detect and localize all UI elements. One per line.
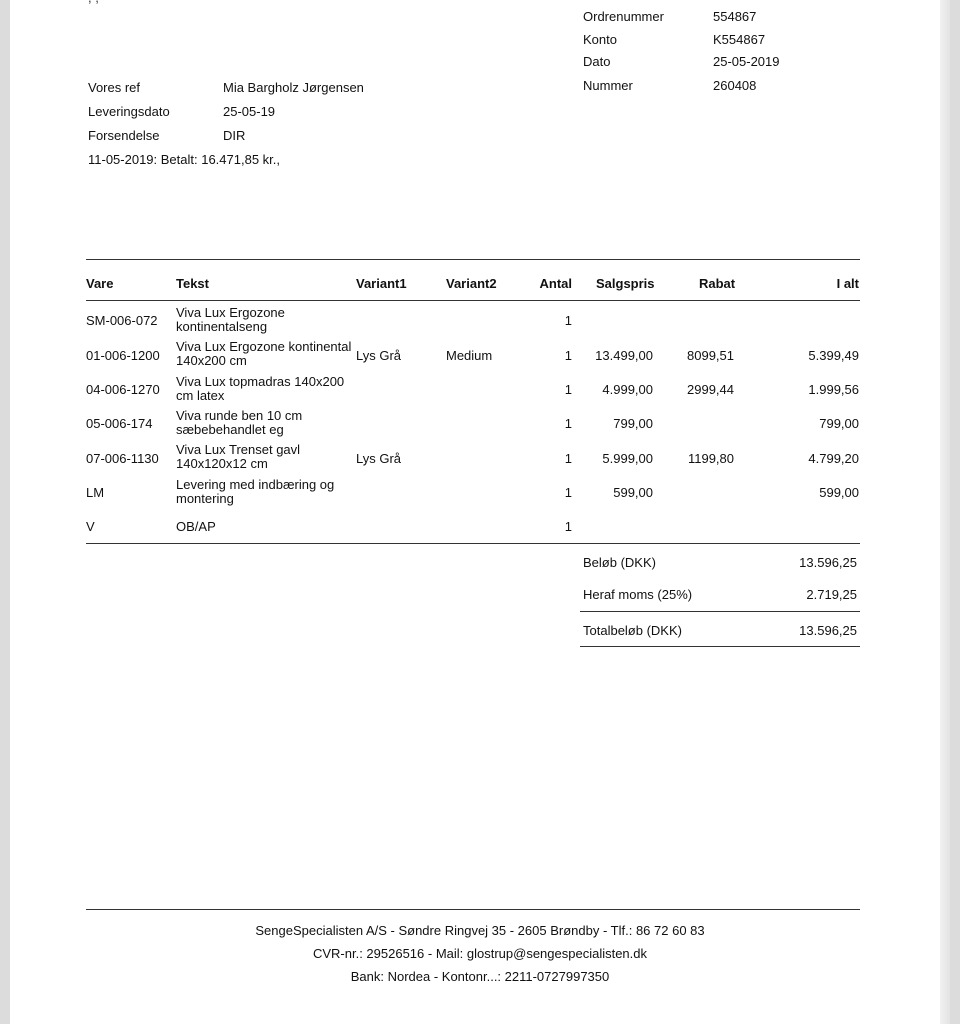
cell-tekst — [176, 375, 344, 403]
cell-tekst-line1: Viva Lux Ergozone kontinental — [176, 339, 352, 354]
col-header-rabat: Rabat — [699, 276, 736, 291]
cell-tekst-line1: Viva Lux Trenset gavl — [176, 442, 301, 457]
cell-antal: 1 — [564, 519, 572, 534]
page-edge-shadow — [940, 0, 950, 1024]
number-value: 260408 — [713, 78, 757, 93]
cell-salgspris: 4.999,00 — [602, 382, 653, 397]
col-header-ialt: I alt — [836, 276, 859, 291]
cell-tekst-line2: 140x200 cm — [176, 353, 247, 368]
footer-company-line: SengeSpecialisten A/S - Søndre Ringvej 35 - 2605 Brøndby - Tlf.: 86 72 60 83 — [255, 923, 705, 938]
delivery-date-label: Leveringsdato — [88, 104, 170, 119]
footer-bank-line: Bank: Nordea - Kontonr...: 2211-0727997350 — [350, 969, 610, 984]
cell-tekst-line1: Viva Lux Ergozone — [176, 305, 285, 320]
amount-value: 13.596,25 — [799, 555, 857, 570]
account-value: K554867 — [713, 32, 766, 47]
col-header-antal: Antal — [539, 276, 572, 291]
cell-antal: 1 — [564, 348, 572, 363]
cell-rabat: 8099,51 — [687, 348, 734, 363]
cell-ialt: 4.799,20 — [808, 451, 859, 466]
order-number-value: 554867 — [713, 9, 757, 24]
cell-tekst — [176, 306, 285, 334]
footer-rule — [86, 909, 860, 910]
col-header-tekst: Tekst — [176, 276, 209, 291]
totals-top-rule — [580, 611, 860, 612]
cell-tekst — [176, 443, 300, 471]
cell-antal: 1 — [564, 382, 572, 397]
table-top-rule — [86, 259, 860, 260]
cell-salgspris: 5.999,00 — [602, 451, 653, 466]
total-label: Totalbeløb (DKK) — [583, 623, 682, 638]
account-label: Konto — [583, 32, 617, 47]
cell-tekst-line2: kontinentalseng — [176, 319, 268, 334]
cell-variant1: Lys Grå — [356, 348, 402, 363]
cell-antal: 1 — [564, 416, 572, 431]
amount-label: Beløb (DKK) — [583, 555, 656, 570]
number-label: Nummer — [583, 78, 633, 93]
cell-vare: 05-006-174 — [86, 416, 153, 431]
cell-salgspris: 599,00 — [613, 485, 653, 500]
cell-vare: 04-006-1270 — [86, 382, 160, 397]
cell-vare: 01-006-1200 — [86, 348, 160, 363]
cell-ialt: 1.999,56 — [808, 382, 859, 397]
shipping-label: Forsendelse — [88, 128, 160, 143]
cell-salgspris: 799,00 — [613, 416, 653, 431]
cell-vare: V — [86, 519, 95, 534]
cell-antal: 1 — [564, 485, 572, 500]
col-header-salgspris: Salgspris — [596, 276, 655, 291]
cell-ialt: 799,00 — [819, 416, 859, 431]
col-header-variant1: Variant1 — [356, 276, 407, 291]
cell-variant1: Lys Grå — [356, 451, 402, 466]
date-value: 25-05-2019 — [713, 54, 780, 69]
cell-tekst-line2: sæbebehandlet eg — [176, 422, 284, 437]
cell-tekst-line1: Viva runde ben 10 cm — [176, 408, 303, 423]
vat-value: 2.719,25 — [806, 587, 857, 602]
cell-vare: SM-006-072 — [86, 313, 158, 328]
total-value: 13.596,25 — [799, 623, 857, 638]
cell-tekst-line2: 140x120x12 cm — [176, 456, 268, 471]
cell-ialt: 5.399,49 — [808, 348, 859, 363]
cell-vare: LM — [86, 485, 105, 500]
cell-rabat: 2999,44 — [687, 382, 734, 397]
col-header-variant2: Variant2 — [446, 276, 497, 291]
cell-variant2: Medium — [446, 348, 493, 363]
footer-contact-line: CVR-nr.: 29526516 - Mail: glostrup@sengespecialisten.dk — [312, 946, 648, 961]
order-number-label: Ordrenummer — [583, 9, 664, 24]
cell-tekst — [176, 340, 351, 368]
cell-antal: 1 — [564, 451, 572, 466]
our-ref-value: Mia Bargholz Jørgensen — [223, 80, 364, 95]
cell-tekst-line1: Levering med indbæring og — [176, 477, 335, 492]
cell-tekst-line2: montering — [176, 491, 234, 506]
cell-tekst-line2: cm latex — [176, 388, 225, 403]
col-header-vare: Vare — [86, 276, 114, 291]
cropped-top-text — [88, 0, 99, 5]
payment-note: 11-05-2019: Betalt: 16.471,85 kr., — [88, 152, 281, 167]
cell-tekst-line1: Viva Lux topmadras 140x200 — [176, 374, 345, 389]
shipping-value: DIR — [223, 128, 246, 143]
cell-salgspris: 13.499,00 — [595, 348, 653, 363]
vat-label: Heraf moms (25%) — [583, 587, 693, 602]
table-header-rule — [86, 300, 860, 301]
date-label: Dato — [583, 54, 611, 69]
our-ref-label: Vores ref — [88, 80, 141, 95]
cell-tekst: OB/AP — [176, 519, 216, 534]
cell-ialt: 599,00 — [819, 485, 859, 500]
table-bottom-rule — [86, 543, 860, 544]
cell-vare: 07-006-1130 — [86, 451, 159, 466]
cell-rabat: 1199,80 — [687, 451, 734, 466]
cell-tekst — [176, 409, 302, 437]
totals-bottom-rule — [580, 646, 860, 647]
cell-antal: 1 — [564, 313, 572, 328]
delivery-date-value: 25-05-19 — [223, 104, 276, 119]
cell-tekst — [176, 478, 334, 506]
